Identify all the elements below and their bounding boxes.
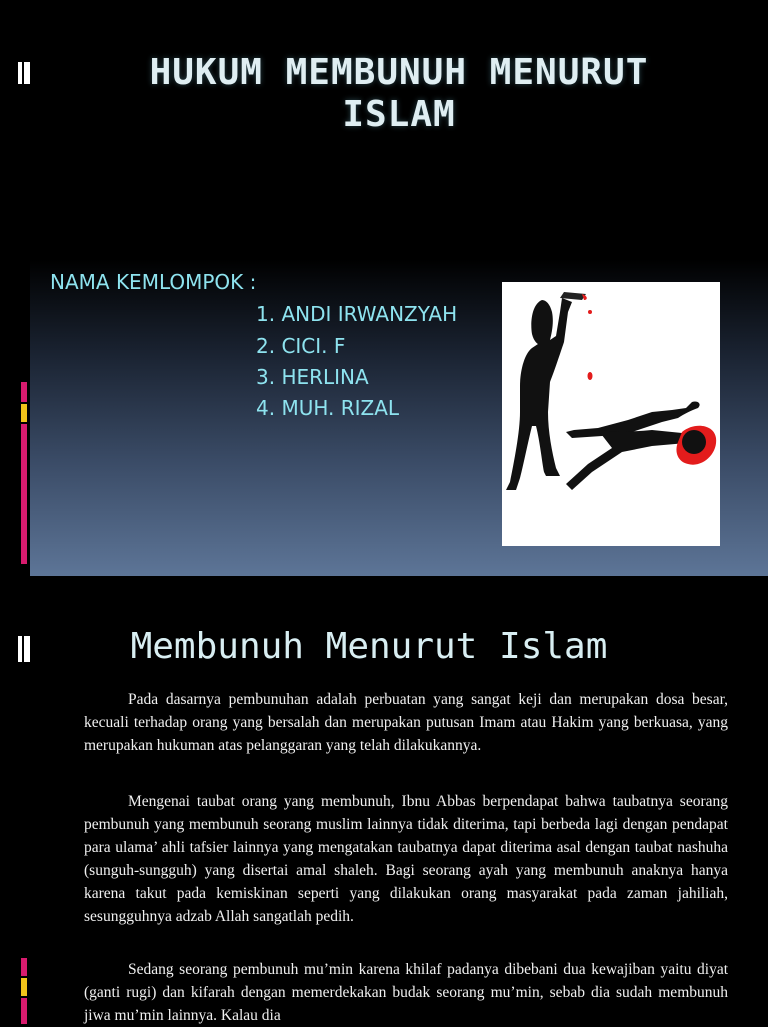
members-label: NAMA KEMLOMPOK : [50, 270, 257, 294]
title-slide [30, 0, 768, 576]
slide-title-line-1: HUKUM MEMBUNUH MENURUT [149, 52, 649, 93]
paragraph: Mengenai taubat orang yang membunuh, Ibnu Abbas berpendapat bahwa taubatnya seorang pembunuh yang membunuh seorang muslim lainnya tidak diterima, tapi berbeda lagi dengan pendapat para ulama’ ahli tafsier lainnya yang mengatakan taubatnya dapat diterima asal dengan taubat nashuha (sunguh-sungguh) yang disertai amal shaleh. Bagi seorang ayah yang membunuh anaknya hanya karena takut pada kemiskinan seperti yang dilakukan orang masyarakat pada zaman jahiliah, sesungguhnya adzab Allah sangatlah pedih. [84, 793, 728, 925]
member-item: 4. MUH. RIZAL [256, 396, 400, 420]
deco-bar-yellow-2 [21, 978, 27, 996]
slide-marker-1 [18, 62, 22, 84]
murder-silhouette-icon [502, 282, 720, 546]
slide-title-line-2: ISLAM [342, 94, 456, 135]
member-item: 1. ANDI IRWANZYAH [256, 302, 458, 326]
deco-bar-pink-2 [21, 424, 27, 564]
paragraph: Sedang seorang pembunuh mu’min karena khilaf padanya dibebani dua kewajiban yaitu diyat (ganti rugi) dan kifarah dengan memerdekakan budak seorang mu’min, sebab dia sudah membunuh jiwa mu’min lainnya. Kalau dia [84, 961, 728, 1024]
content-title: Membunuh Menurut Islam [130, 626, 608, 667]
member-item: 2. CICI. F [256, 334, 346, 358]
deco-bar-pink-3 [21, 958, 27, 976]
murder-illustration [502, 282, 720, 546]
deco-bar-yellow-1 [21, 404, 27, 422]
deco-bar-pink-4 [21, 998, 27, 1024]
deco-bar-pink-1 [21, 382, 27, 402]
member-item: 3. HERLINA [256, 365, 369, 389]
slide-title [30, 52, 768, 136]
paragraph: Pada dasarnya pembunuhan adalah perbuatan yang sangat keji dan merupakan dosa besar, kecuali terhadap orang yang bersalah dan merupakan putusan Imam atau Hakim yang berkuasa, yang merupakan hukuman atas pelanggaran yang telah dilakukannya. [84, 691, 728, 754]
